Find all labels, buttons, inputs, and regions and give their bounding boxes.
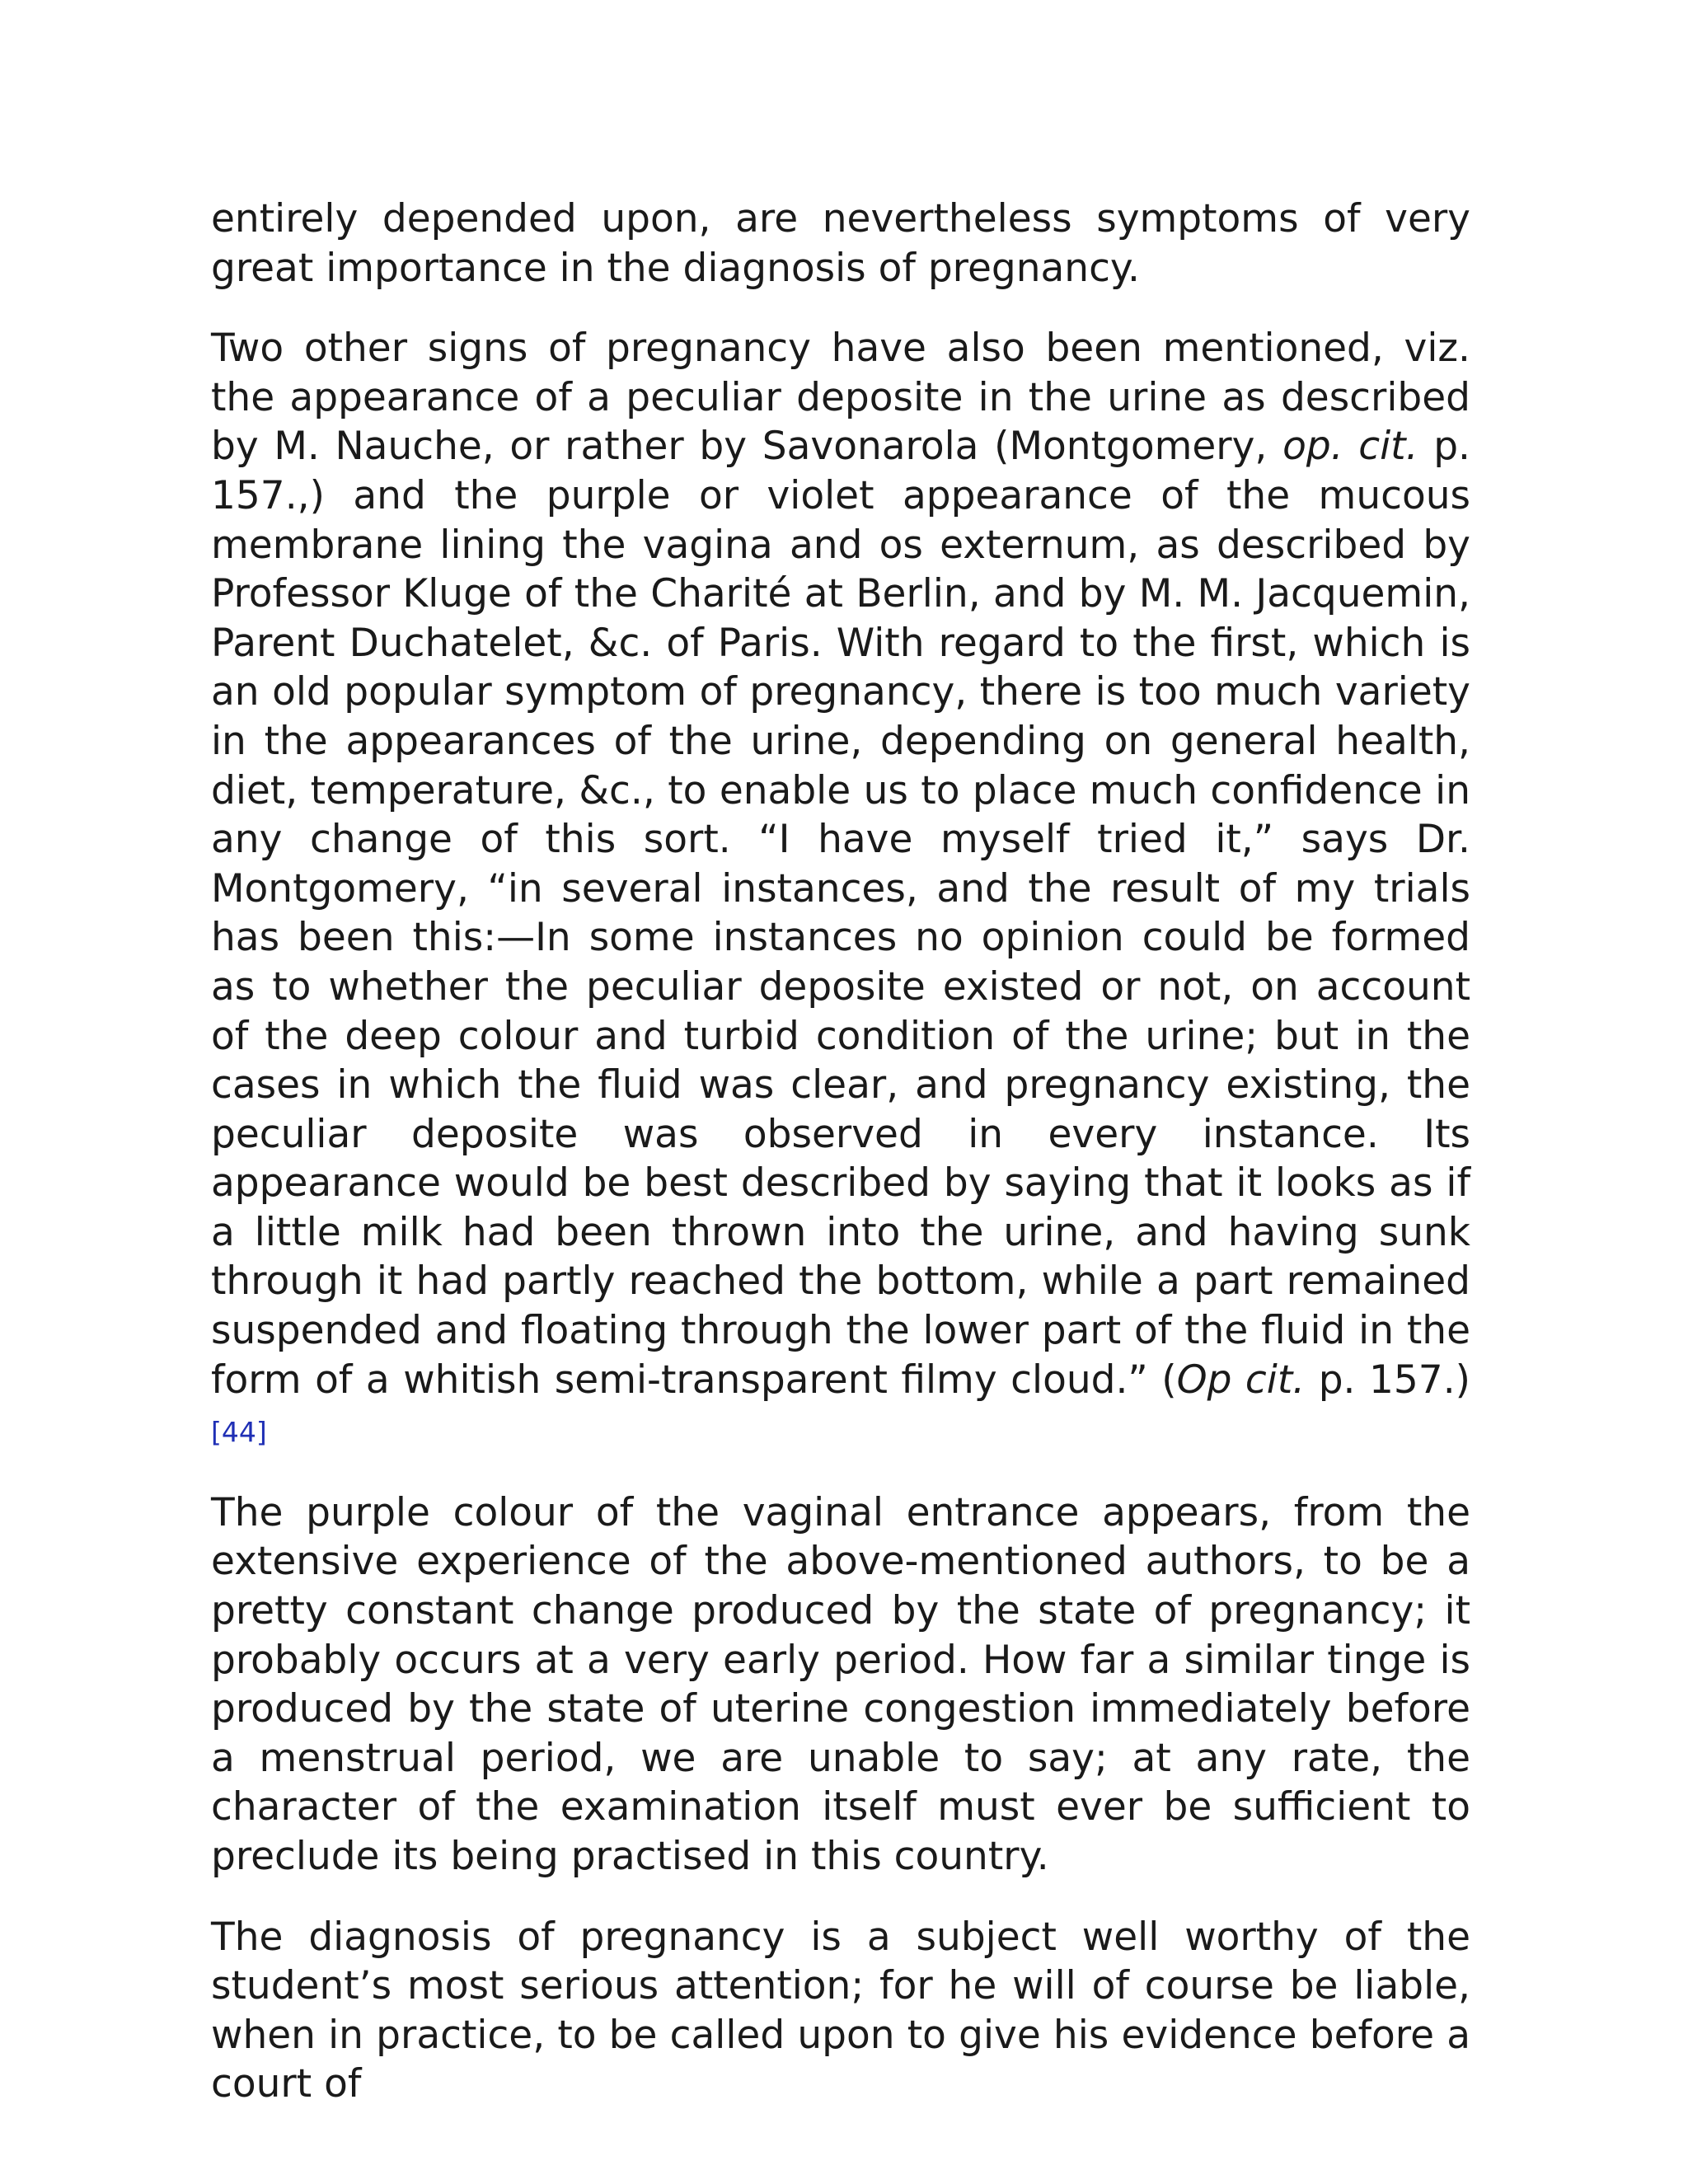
paragraph-2-text-b: p. 157.,) and the purple or violet appearance of the mucous membrane lining the vagina and os externum, as described by Professor Kluge of the Charité at Berlin, and by M. M. Jacquemin, Parent Duchatelet, &c. of Paris. With regard to the first, which is an old popular symptom of pregnancy, there is too much variety in the appearances of the urine, depending on general health, diet, temperature, &c., to enable us to place much confidence in any change of this sort. “I have myself tried it,” says Dr. Montgomery, “in several instances, and the result of my trials has been this:—In some instances no opinion could be formed as to whether the peculiar deposite existed or not, on account of the deep colour and turbid condition of the urine; but in the cases in which the fluid was clear, and pregnancy existing, the peculiar deposite was observed in every instance. Its appearance would be best described by saying that it looks as if a little milk had been thrown into the urine, and having sunk through it had partly reached the bottom, while a part remained suspended and floating through the lower part of the fluid in the form of a whitish semi-transparent filmy cloud.” ( <box>211 424 1471 1403</box>
citation-op-cit-2: Op cit. <box>1176 1357 1306 1403</box>
paragraph-4: The diagnosis of pregnancy is a subject well worthy of the student’s most serious attention; for he will of course be liable, when in practice, to be called upon to give his evidence before a court of <box>211 1914 1470 2107</box>
citation-op-cit: op. cit. <box>1282 424 1418 470</box>
paragraph-3: The purple colour of the vaginal entrance appears, from the extensive experience of the above-mentioned authors, to be a pretty constant change produced by the state of pregnancy; it probably occurs at a very early period. How far a similar tinge is produced by the state of uterine congestion immediately before a menstrual period, we are unable to say; at any rate, the character of the examination itself must ever be sufficient to preclude its being practised in this country. <box>211 1489 1470 1879</box>
paragraph-2 <box>211 324 1470 1457</box>
page-body <box>211 194 1470 2109</box>
paragraph-2-text-c: p. 157.) <box>1305 1357 1470 1403</box>
paragraph-2-text-a: Two other signs of pregnancy have also been mentioned, viz. the appearance of a peculiar deposite in the urine as described by M. Nauche, or rather by Savonarola (Montgomery, <box>211 326 1470 470</box>
footnote-link-44[interactable]: [44] <box>211 1416 267 1449</box>
paragraph-1: entirely depended upon, are nevertheless symptoms of very great importance in the diagnosis of pregnancy. <box>211 196 1470 291</box>
